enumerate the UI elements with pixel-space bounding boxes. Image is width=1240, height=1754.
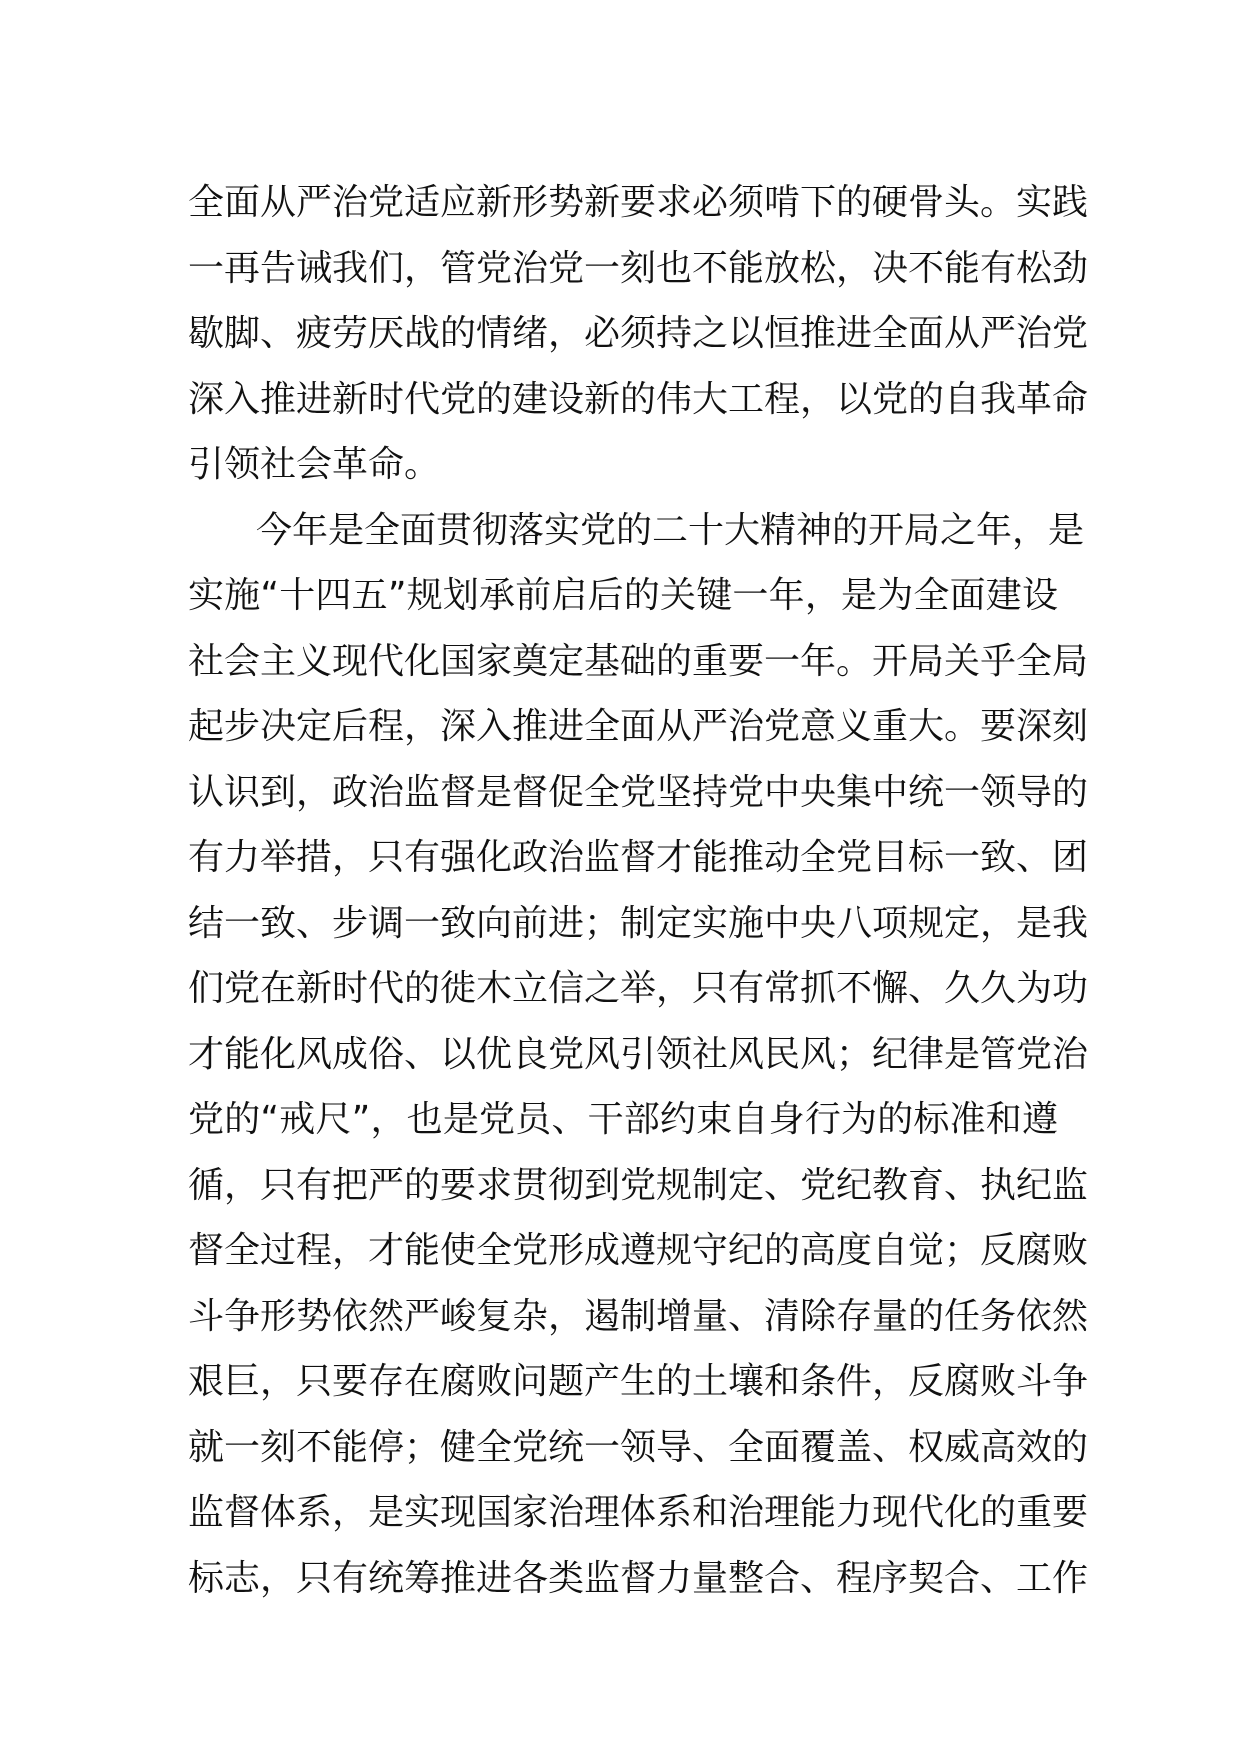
text-line: 监督体系，是实现国家治理体系和治理能力现代化的重要 — [188, 1492, 1089, 1533]
text-line: 就一刻不能停；健全党统一领导、全面覆盖、权威高效的 — [188, 1426, 1089, 1468]
text-line: 认识到，政治监督是督促全党坚持党中央集中统一领导的 — [188, 771, 1089, 813]
text-line: 今年是全面贯彻落实党的二十大精神的开局之年，是 — [256, 509, 1085, 551]
text-line: 循，只有把严的要求贯彻到党规制定、党纪教育、执纪监 — [188, 1164, 1089, 1206]
text-line: 起步决定后程，深入推进全面从严治党意义重大。要深刻 — [188, 706, 1089, 747]
text-line: 督全过程，才能使全党形成遵规守纪的高度自觉；反腐败 — [188, 1230, 1089, 1271]
text-line: 引领社会革命。 — [188, 444, 441, 485]
text-line: 标志，只有统筹推进各类监督力量整合、程序契合、工作 — [188, 1557, 1089, 1599]
text-line: 有力举措，只有强化政治监督才能推动全党目标一致、团 — [188, 837, 1089, 878]
text-line: 一再告诫我们，管党治党一刻也不能放松，决不能有松劲 — [188, 247, 1089, 289]
text-line: 结一致、步调一致向前进；制定实施中央八项规定，是我 — [188, 902, 1089, 944]
text-line: 党的“戒尺”，也是党员、干部约束自身行为的标准和遵 — [188, 1099, 1058, 1140]
text-line: 艰巨，只要存在腐败问题产生的土壤和条件，反腐败斗争 — [188, 1361, 1089, 1402]
text-line: 歇脚、疲劳厌战的情绪，必须持之以恒推进全面从严治党 — [188, 313, 1089, 354]
text-line: 社会主义现代化国家奠定基础的重要一年。开局关乎全局 — [188, 640, 1089, 682]
body-text — [188, 170, 1089, 1611]
paragraph-2 — [188, 498, 1089, 1612]
text-line: 斗争形势依然严峻复杂，遏制增量、清除存量的任务依然 — [188, 1295, 1089, 1337]
paragraph-1 — [188, 170, 1089, 498]
text-line: 全面从严治党适应新形势新要求必须啃下的硬骨头。实践 — [188, 182, 1089, 223]
text-line: 们党在新时代的徙木立信之举，只有常抓不懈、久久为功 — [188, 968, 1089, 1009]
text-line: 深入推进新时代党的建设新的伟大工程，以党的自我革命 — [188, 378, 1089, 420]
text-line: 才能化风成俗、以优良党风引领社风民风；纪律是管党治 — [188, 1033, 1089, 1075]
text-line: 实施“十四五”规划承前启后的关键一年，是为全面建设 — [188, 575, 1058, 616]
